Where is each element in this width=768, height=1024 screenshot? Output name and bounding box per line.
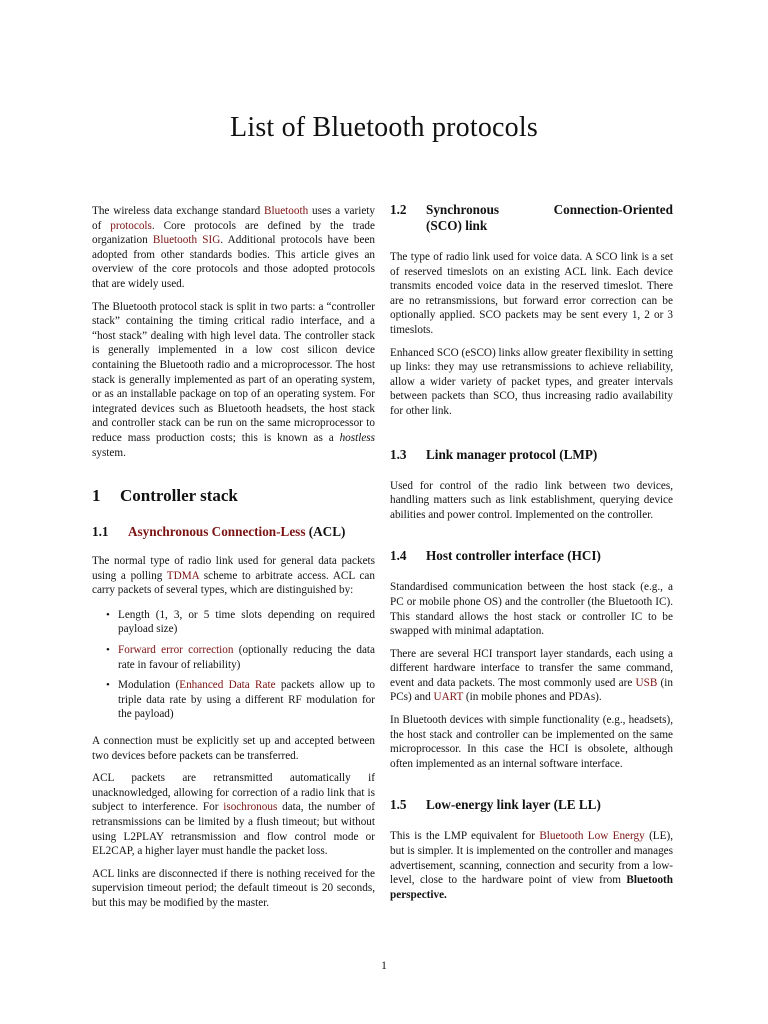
section-title: Link manager protocol (LMP) — [426, 446, 598, 462]
list-item — [118, 678, 375, 722]
hci-paragraph-3: In Bluetooth devices with simple functionality (e.g., headsets), the host stack and controller can be implemented on the same microprocessor. In this case the HCI is obsolete, although often implemented as an internal software interface. — [390, 714, 673, 770]
page-number: 1 — [381, 960, 387, 972]
text: packets allow up to triple data rate by using a different RF modulation for the payload) — [118, 679, 375, 721]
text: system. — [92, 446, 126, 459]
section-1-4-heading — [390, 548, 673, 564]
text: (in mobile phones and PDAs). — [463, 691, 602, 704]
forward-error-correction-link[interactable]: Forward error correction — [118, 644, 234, 657]
bluetooth-link[interactable]: Bluetooth — [264, 205, 309, 217]
hostless-emphasis: hostless — [339, 431, 375, 444]
text: The normal type of radio link used for general data packets using a polling — [92, 555, 375, 582]
section-1-3-heading — [390, 447, 673, 463]
text: . Core protocols are defined by the trade organization — [92, 219, 375, 247]
text: ACL packets are retransmitted automatically if unacknowledged, allowing for correction of a radio link that is subject to interference. For — [92, 772, 375, 814]
acl-paragraph-4: ACL links are disconnected if there is nothing received for the supervision timeout period; the default timeout is 20 seconds, but this may be modified by the master. — [92, 867, 375, 909]
section-number: 1.2 — [390, 202, 407, 217]
page-title: List of Bluetooth protocols — [230, 112, 538, 143]
section-1-5-heading — [390, 797, 673, 813]
section-number: 1.5 — [390, 797, 407, 813]
tdma-link[interactable]: TDMA — [166, 569, 200, 582]
acl-link[interactable]: Asynchronous Connection-Less — [128, 524, 306, 540]
sco-paragraph-2: Enhanced SCO (eSCO) links allow greater flexibility in setting up links: they may use retransmissions to achieve reliability, allow a wider variety of packet types, and greater intervals between packets than SCO, thus increasing radio availability for other link. — [390, 346, 673, 417]
sco-paragraph-1: The type of radio link used for voice data. A SCO link is a set of reserved timeslots on an existing ACL link. Each device transmits encoded voice data in the reserved timeslot. There are no retransmissions, but forward error correction can be optionally applied. SCO packets may be sent every 1, 2 or 3 timeslots. — [390, 251, 673, 336]
bluetooth-low-energy-link[interactable]: Bluetooth Low Energy — [539, 830, 645, 843]
enhanced-data-rate-link[interactable]: Enhanced Data Rate — [179, 679, 276, 692]
section-title: Host controller interface (HCI) — [426, 548, 601, 564]
hci-paragraph-2 — [390, 647, 673, 705]
acl-bullet-list — [92, 608, 375, 722]
right-column — [390, 200, 673, 910]
section-1-1-heading — [92, 524, 375, 540]
text: data, the number of retransmissions can be limited by a flush timeout; but without using L2PLAY retransmission and flow control mode or EL2CAP, a higher layer must handle the packet loss. — [92, 801, 375, 858]
heading-left — [390, 202, 499, 218]
protocols-link[interactable]: protocols — [110, 219, 152, 232]
section-1-heading — [92, 486, 375, 506]
heading-line-1 — [390, 202, 673, 218]
section-title-word: Connection-Oriented — [553, 202, 673, 217]
usb-link[interactable]: USB — [635, 676, 658, 689]
section-number: 1.3 — [390, 446, 407, 462]
section-title: Low-energy link layer (LE LL) — [426, 797, 601, 813]
text: Length (1, 3, or 5 time slots depending on required payload size) — [118, 608, 375, 636]
text: The Bluetooth protocol stack is split in two parts: a “controller stack” containing the timing critical radio interface, and a “host stack” dealing with high level data. The controller stack is generally implemented in a low cost silicon device containing the Bluetooth radio and a microprocessor. The host stack is generally implemented as part of an operating system, or as an installable package on top of an operating system. For integrated devices such as Bluetooth headsets, the host stack and controller stack can be run on the same microprocessor to reduce mass production costs; this is known as a — [92, 300, 375, 444]
text: This is the LMP equivalent for — [390, 830, 540, 843]
section-number: 1.1 — [92, 524, 109, 540]
section-1-2-heading — [390, 202, 673, 234]
section-title-rest: (ACL) — [305, 524, 346, 540]
hci-paragraph-1: Standardised communication between the host stack (e.g., a PC or mobile phone OS) and the controller (the Bluetooth IC). This standard allows the host stack or controller IC to be swapped with minimal adaptation. — [390, 581, 673, 638]
isochronous-link[interactable]: isochronous — [223, 801, 278, 814]
section-title-word: Synchronous — [426, 202, 500, 217]
acl-paragraph-2: A connection must be explicitly set up and accepted between two devices before packets can be transferred. — [92, 735, 375, 762]
acl-paragraph-3 — [92, 771, 375, 859]
intro-paragraph-1 — [92, 204, 375, 292]
text: scheme to arbitrate access. ACL can carry packets of several types, which are distinguished by: — [92, 569, 375, 597]
list-item — [118, 608, 375, 637]
section-title-line2: (SCO) link — [426, 218, 488, 233]
text: Modulation ( — [118, 679, 180, 692]
list-item — [118, 643, 375, 672]
bold-text: Bluetooth perspective. — [390, 874, 673, 901]
text: uses a variety of — [92, 205, 376, 232]
lell-paragraph-1 — [390, 829, 673, 902]
text: (optionally reducing the data rate in favour of reliability) — [118, 644, 375, 671]
acl-paragraph-1 — [92, 554, 375, 598]
text: The wireless data exchange standard — [92, 205, 265, 217]
section-title: Controller stack — [120, 486, 238, 506]
section-number: 1 — [92, 486, 101, 506]
lmp-paragraph-1: Used for control of the radio link between two devices, handling matters such as link establishment, querying device abilities and power control. Implemented on the controller. — [390, 479, 673, 521]
text: (in PCs) and — [390, 676, 673, 704]
section-number: 1.4 — [390, 548, 407, 564]
bluetooth-sig-link[interactable]: Bluetooth SIG — [152, 234, 221, 247]
left-column — [92, 200, 375, 919]
uart-link[interactable]: UART — [433, 691, 464, 704]
heading-line-2 — [390, 218, 673, 234]
text: (LE), but is simpler. It is implemented on the controller and manages advertisement, scanning, connection and security from a low-level, close to the hardware point of view from — [390, 830, 673, 887]
intro-paragraph-2 — [92, 300, 375, 461]
text: . Additional protocols have been adopted from other standards bodies. This article gives an overview of the core protocols and those adopted protocols that are widely used. — [92, 234, 375, 290]
text: There are several HCI transport layer standards, each using a different hardware interface to transfer the same command, event and data packets. The most commonly used are — [390, 647, 673, 689]
